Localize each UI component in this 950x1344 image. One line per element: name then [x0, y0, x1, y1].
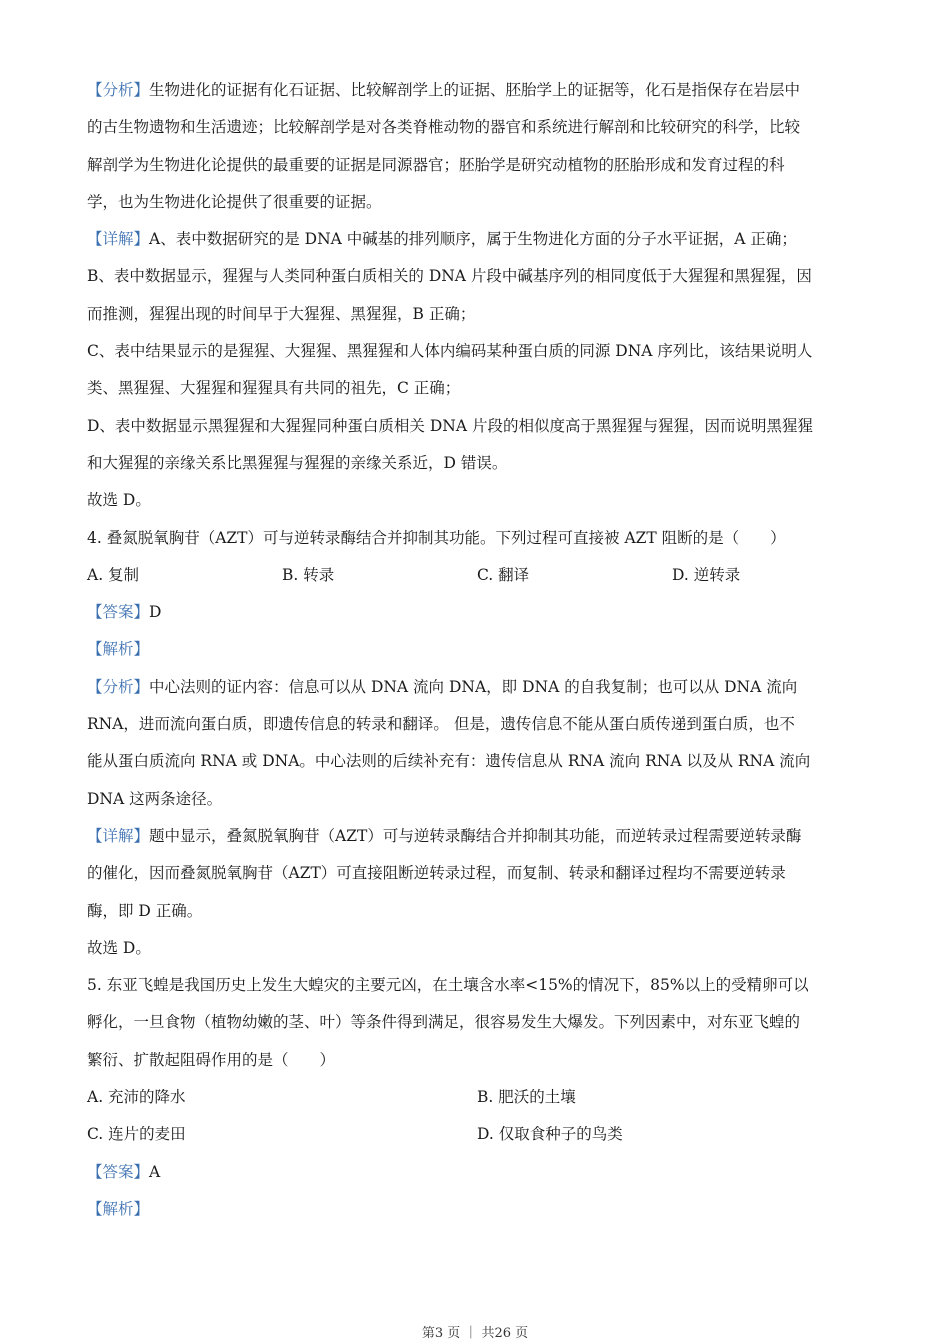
q3-detail-line: 而推测，猩猩出现的时间早于大猩猩、黑猩猩，B 正确；: [87, 304, 476, 323]
q3-analysis-line: 学，也为生物进化论提供了很重要的证据。: [87, 192, 382, 211]
q4-option-d: D. 逆转录: [672, 565, 741, 584]
q5-options-row-1: [87, 1079, 867, 1116]
q5-option-d: D. 仅取食种子的鸟类: [477, 1125, 623, 1144]
q5-jiexi-tag: 【解析】: [87, 1199, 150, 1218]
q4-analysis-line: DNA 这两条途径。: [87, 789, 223, 808]
answer-tag: 【答案】: [87, 1162, 150, 1181]
q5-stem-line: 5. 东亚飞蝗是我国历史上发生大蝗灾的主要元凶，在土壤含水率<15%的情况下，85%以上的受精卵可以: [87, 976, 809, 995]
q4-analysis-line: 能从蛋白质流向 RNA 或 DNA。中心法则的后续补充有：遗传信息从 RNA 流向 RNA 以及从 RNA 流向: [87, 752, 811, 771]
q5-stem-line: 繁衍、扩散起阻碍作用的是（ ）: [87, 1050, 336, 1069]
page-content: [87, 72, 867, 1228]
answer-tag: 【答案】: [87, 603, 150, 622]
q4-detail-line: 【详解】题中显示，叠氮脱氧胸苷（AZT）可与逆转录酶结合并抑制其功能，而逆转录过程需要逆转录酶: [87, 826, 802, 845]
q5-option-b: B. 肥沃的土壤: [477, 1088, 576, 1107]
q5-stem-line: 孵化，一旦食物（植物幼嫩的茎、叶）等条件得到满足，很容易发生大爆发。下列因素中，对东亚飞蝗的: [87, 1013, 801, 1032]
analysis-tag: 【分析】: [87, 677, 150, 696]
q4-conclusion: 故选 D。: [87, 938, 151, 957]
q3-analysis-line: 【分析】生物进化的证据有化石证据、比较解剖学上的证据、胚胎学上的证据等，化石是指保存在岩层中: [87, 81, 801, 99]
q4-analysis-line: RNA，进而流向蛋白质，即遗传信息的转录和翻译。 但是，遗传信息不能从蛋白质传递到蛋白质，也不: [87, 715, 795, 734]
analysis-tag: 【分析】: [87, 81, 150, 99]
q3-detail-line: 【详解】A、表中数据研究的是 DNA 中碱基的排列顺序，属于生物进化方面的分子水平证据，A 正确；: [87, 230, 797, 249]
q5-option-a: A. 充沛的降水: [87, 1088, 186, 1107]
q4-answer: 【答案】D: [87, 603, 162, 622]
q4-jiexi-tag: 【解析】: [87, 640, 150, 659]
q4-detail-line: 酶，即 D 正确。: [87, 901, 203, 920]
detail-tag: 【详解】: [87, 230, 150, 249]
detail-tag: 【详解】: [87, 826, 150, 845]
q3-analysis-line: 的古生物遗物和生活遗迹；比较解剖学是对各类脊椎动物的器官和系统进行解剖和比较研究的科学，比较: [87, 118, 801, 137]
page-footer: 第3 页 ｜ 共26 页: [421, 1326, 529, 1341]
q3-detail-line: D、表中数据显示黑猩猩和大猩猩同种蛋白质相关 DNA 片段的相似度高于黑猩猩与猩猩，因而说明黑猩猩: [87, 416, 813, 435]
q5-answer: 【答案】A: [87, 1162, 161, 1181]
q4-option-b: B. 转录: [282, 565, 335, 584]
q3-detail-line: B、表中数据显示，猩猩与人类同种蛋白质相关的 DNA 片段中碱基序列的相同度低于大猩猩和黑猩猩，因: [87, 267, 812, 286]
q3-detail-line: C、表中结果显示的是猩猩、大猩猩、黑猩猩和人体内编码某种蛋白质的同源 DNA 序列比，该结果说明人: [87, 342, 813, 361]
q3-conclusion: 故选 D。: [87, 491, 151, 510]
q4-options: [87, 557, 867, 594]
q4-analysis-line: 【分析】中心法则的证内容：信息可以从 DNA 流向 DNA，即 DNA 的自我复制；也可以从 DNA 流向: [87, 677, 798, 696]
q3-detail-line: 类、黑猩猩、大猩猩和猩猩具有共同的祖先，C 正确；: [87, 379, 461, 398]
q5-options-row-2: [87, 1116, 867, 1153]
q4-stem: 4. 叠氮脱氧胸苷（AZT）可与逆转录酶结合并抑制其功能。下列过程可直接被 AZT 阻断的是（ ）: [87, 528, 786, 547]
q4-option-c: C. 翻译: [477, 565, 530, 584]
q4-option-a: A. 复制: [87, 565, 140, 584]
q4-detail-line: 的催化，因而叠氮脱氧胸苷（AZT）可直接阻断逆转录过程，而复制、转录和翻译过程均不需要逆转录: [87, 864, 786, 883]
q5-option-c: C. 连片的麦田: [87, 1125, 186, 1144]
q3-detail-line: 和大猩猩的亲缘关系比黑猩猩与猩猩的亲缘关系近，D 错误。: [87, 453, 508, 472]
q3-analysis-line: 解剖学为生物进化论提供的最重要的证据是同源器官；胚胎学是研究动植物的胚胎形成和发育过程的科: [87, 155, 785, 174]
